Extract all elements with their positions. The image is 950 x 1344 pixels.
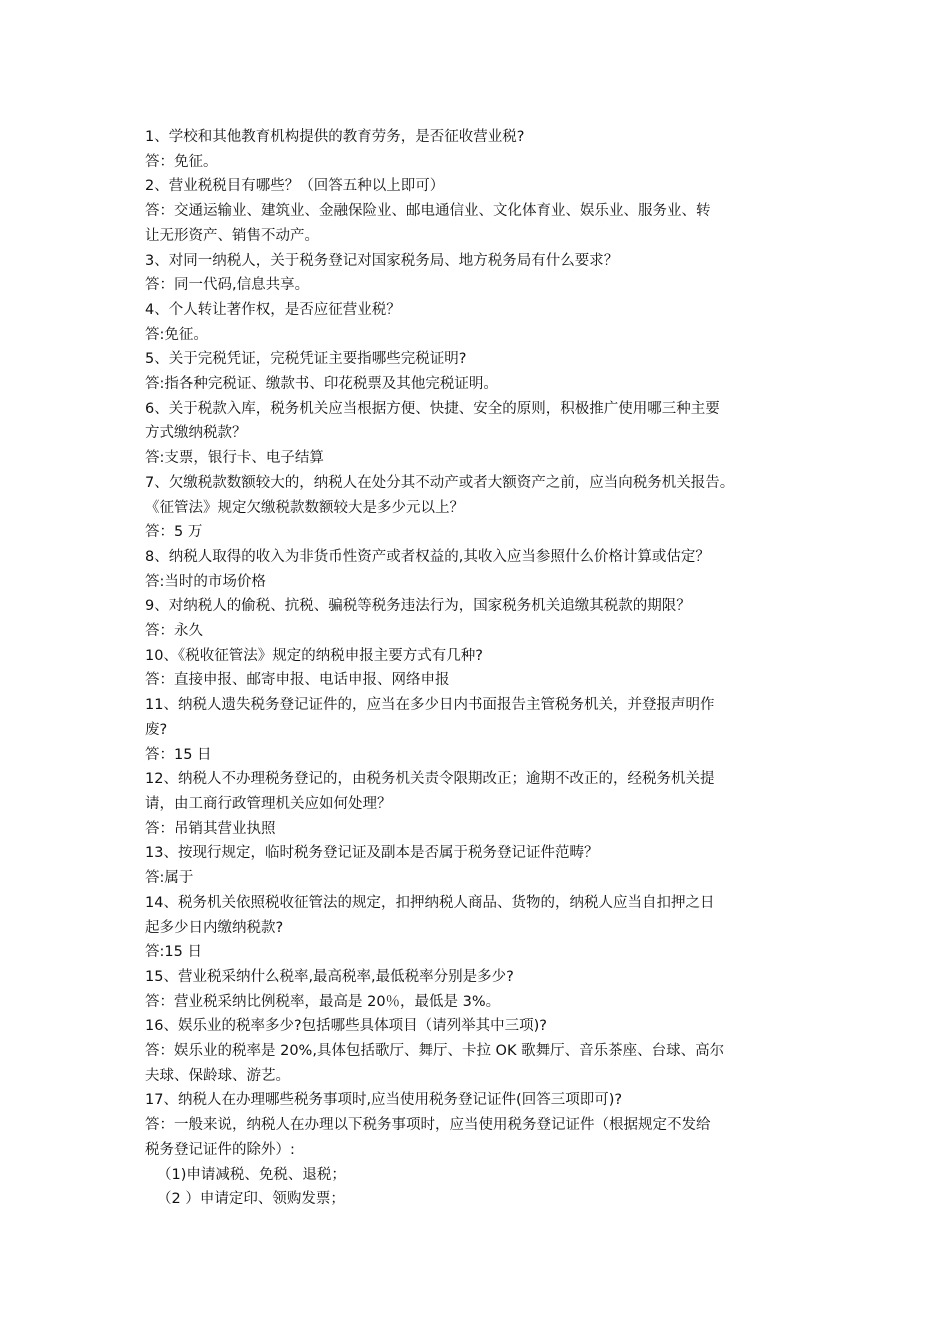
text-line: 9、对纳税人的偷税、抗税、骗税等税务违法行为，国家税务机关追缴其税款的期限？ [145,598,691,615]
text-line: 8、纳税人取得的收入为非货币性资产或者权益的,其收入应当参照什么价格计算或估定？ [145,548,710,565]
text-line: 7、欠缴税款数额较大的，纳税人在处分其不动产或者大额资产之前，应当向税务机关报告。 [145,474,735,491]
text-line: 10、《税收征管法》规定的纳税申报主要方式有几种? [145,647,483,664]
text-line: 11、纳税人遗失税务登记证件的，应当在多少日内书面报告主管税务机关，并登报声明作 [145,697,715,714]
text-line: 答：娱乐业的税率是 20%,具体包括歌厅、舞厅、卡拉 OK 歌舞厅、音乐茶座、台球、高尔 [145,1043,725,1060]
text-line: 夫球、保龄球、游艺。 [145,1067,290,1084]
text-line: 5、关于完税凭证，完税凭证主要指哪些完税证明? [145,351,467,368]
text-line: 答:指各种完税证、缴款书、印花税票及其他完税证明。 [145,376,498,393]
text-line: 16、娱乐业的税率多少?包括哪些具体项目（请列举其中三项)? [145,1018,547,1035]
text-line: 15、营业税采纳什么税率,最高税率,最低税率分别是多少? [145,968,514,985]
text-line: 答:当时的市场价格 [145,573,266,590]
text-line: 6、关于税款入库，税务机关应当根据方便、快捷、安全的原则，积极推广使用哪三种主要 [145,400,720,417]
text-line: 答：同一代码,信息共享。 [145,277,310,294]
text-line: 4、个人转让著作权，是否应征营业税？ [145,301,401,318]
text-line: 答：15 日 [145,746,212,763]
text-line: 请，由工商行政管理机关应如何处理？ [145,795,392,812]
text-line: 14、税务机关依照税收征管法的规定，扣押纳税人商品、货物的，纳税人应当自扣押之日 [145,894,715,911]
text-line: 让无形资产、销售不动产。 [145,227,319,244]
text-line: 方式缴纳税款？ [145,425,247,442]
text-line: 13、按现行规定，临时税务登记证及副本是否属于税务登记证件范畴？ [145,845,599,862]
text-line: 3、对同一纳税人，关于税务登记对国家税务局、地方税务局有什么要求？ [145,252,619,269]
text-line: 答：永久 [145,623,203,640]
text-line: 答：5 万 [145,524,203,541]
text-line: 答：吊销其营业执照 [145,820,276,837]
text-line: 12、纳税人不办理税务登记的，由税务机关责令限期改正；逾期不改正的，经税务机关提 [145,771,715,788]
text-line: 答:支票，银行卡、电子结算 [145,450,324,467]
document-page [145,125,835,1212]
text-line: （2 ）申请定印、领购发票； [157,1191,345,1208]
text-line: 答：交通运输业、建筑业、金融保险业、邮电通信业、文化体育业、娱乐业、服务业、转 [145,203,711,220]
text-line: 税务登记证件的除外）: [145,1141,295,1158]
text-line: 答：一般来说，纳税人在办理以下税务事项时，应当使用税务登记证件（根据规定不发给 [145,1117,711,1134]
text-line: （1)申请减税、免税、退税； [157,1166,346,1183]
text-line: 答：直接申报、邮寄申报、电话申报、网络申报 [145,672,450,689]
text-line: 起多少日内缴纳税款? [145,919,284,936]
text-line: 答：免征。 [145,153,218,170]
text-line: 答:属于 [145,870,194,887]
text-line: 1、学校和其他教育机构提供的教育劳务，是否征收营业税? [145,129,525,145]
text-line: 答:免征。 [145,326,208,343]
text-line: 答：营业税采纳比例税率，最高是 20％，最低是 3%。 [145,993,501,1010]
text-line: 2、营业税税目有哪些？（回答五种以上即可） [145,178,445,195]
text-line: 17、纳税人在办理哪些税务事项时,应当使用税务登记证件(回答三项即可)? [145,1092,623,1109]
text-line: 《征管法》规定欠缴税款数额较大是多少元以上？ [145,499,464,516]
text-line: 答:15 日 [145,944,202,961]
text-line: 废? [145,721,168,738]
